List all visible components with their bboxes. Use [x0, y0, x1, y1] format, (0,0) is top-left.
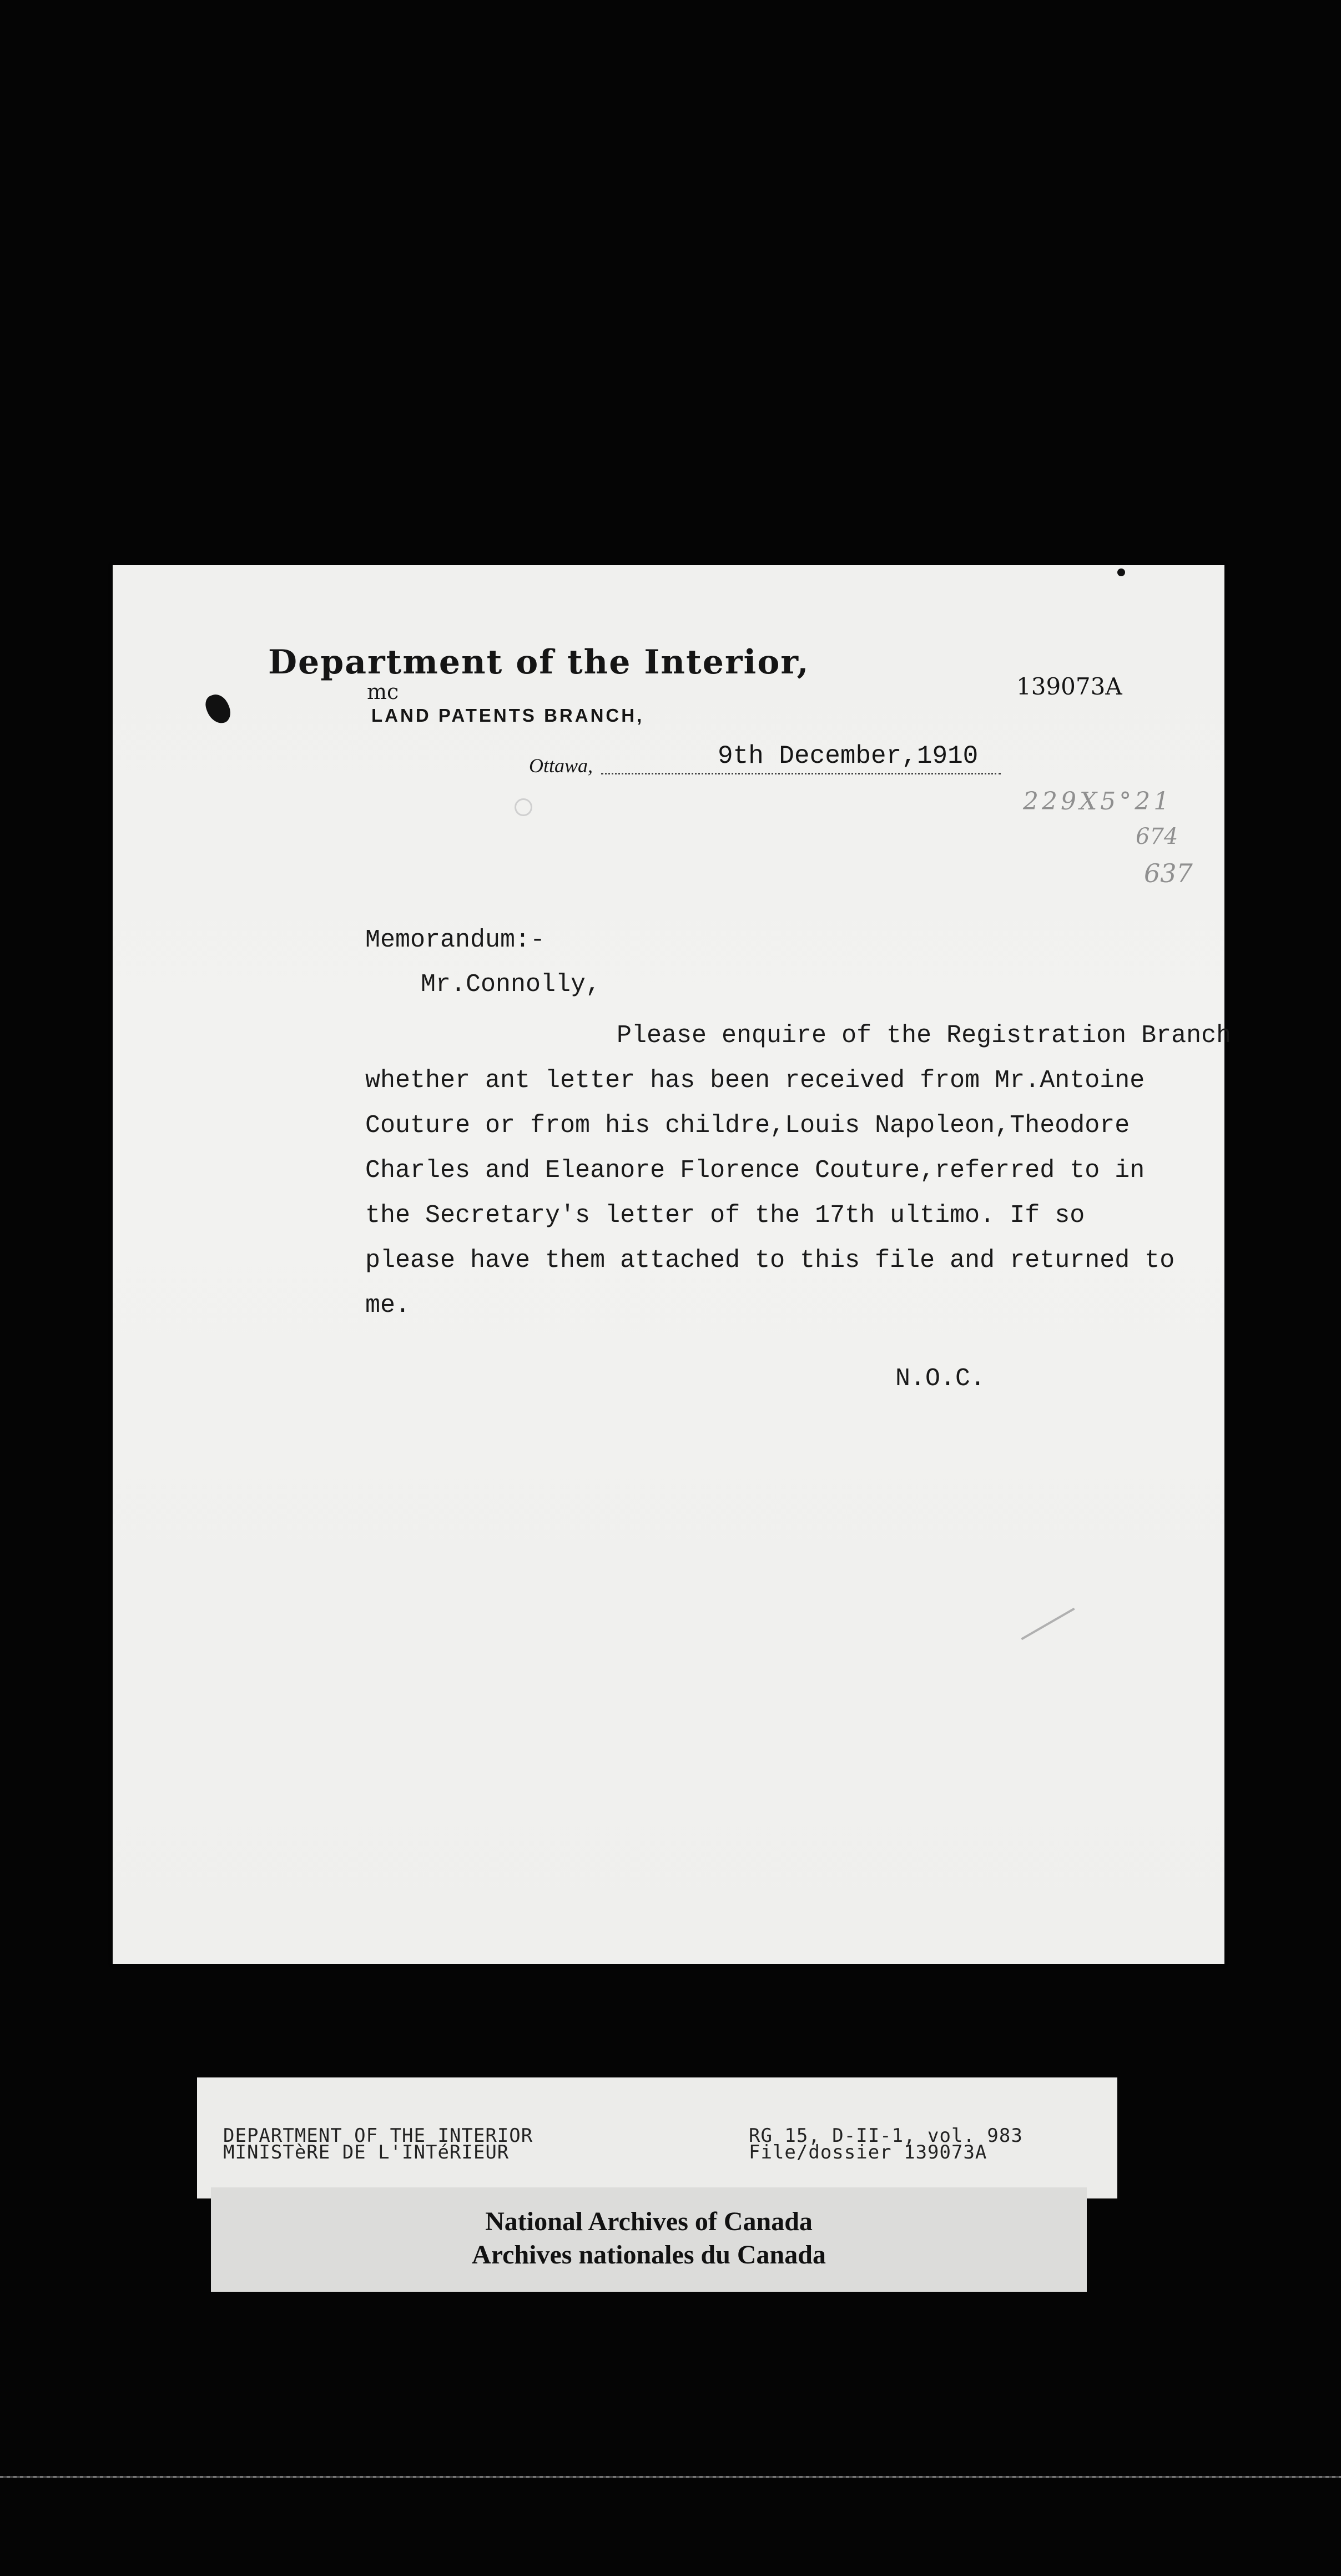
branch-name: LAND PATENTS BRANCH,	[371, 705, 644, 726]
film-edge-line	[0, 2476, 1341, 2478]
archive-reference-label	[197, 2077, 1117, 2198]
memo-salutation: Mr.Connolly,	[421, 970, 601, 999]
memo-line: whether ant letter has been received from Mr.Antoine	[365, 1066, 1145, 1095]
typist-initials: mc	[367, 680, 399, 704]
pencil-note: 229X5°21	[1023, 787, 1173, 816]
date-dotted-line	[601, 773, 1001, 774]
archives-name-label	[211, 2187, 1087, 2292]
document-page	[113, 565, 1232, 1964]
memo-date: 9th December,1910	[718, 742, 979, 771]
pencil-note: 674	[1136, 824, 1178, 849]
ink-dot	[1117, 568, 1125, 576]
archive-reference: RG 15, D-II-1, vol. 983	[749, 2125, 1023, 2147]
ink-blot	[203, 691, 234, 727]
archives-name-french: Archives nationales du Canada	[472, 2240, 826, 2270]
file-number: 139073A	[1016, 673, 1122, 700]
archives-name-english: National Archives of Canada	[485, 2207, 813, 2236]
memo-line: the Secretary's letter of the 17th ultimo. If so	[365, 1201, 1085, 1230]
place-label: Ottawa,	[529, 754, 593, 777]
department-name-english: DEPARTMENT OF THE INTERIOR	[223, 2125, 533, 2147]
department-heading: Department of the Interior,	[268, 643, 810, 682]
memo-line: Charles and Eleanore Florence Couture,referred to in	[365, 1156, 1145, 1185]
pencil-mark	[1021, 1608, 1075, 1640]
pencil-note: 637	[1144, 858, 1193, 888]
memo-line: Please enquire of the Registration Branch	[617, 1022, 1232, 1050]
memo-line: Couture or from his childre,Louis Napoleon,Theodore	[365, 1111, 1130, 1140]
department-name-french: MINISTèRE DE L'INTéRIEUR	[223, 2141, 510, 2164]
memo-line: me.	[365, 1291, 411, 1320]
memo-line: please have them attached to this file and returned to	[365, 1246, 1175, 1275]
punch-hole-mark	[515, 798, 532, 816]
archive-file-number: File/dossier 139073A	[749, 2141, 987, 2164]
memo-heading: Memorandum:-	[365, 926, 546, 954]
memo-signature: N.O.C.	[895, 1365, 986, 1393]
